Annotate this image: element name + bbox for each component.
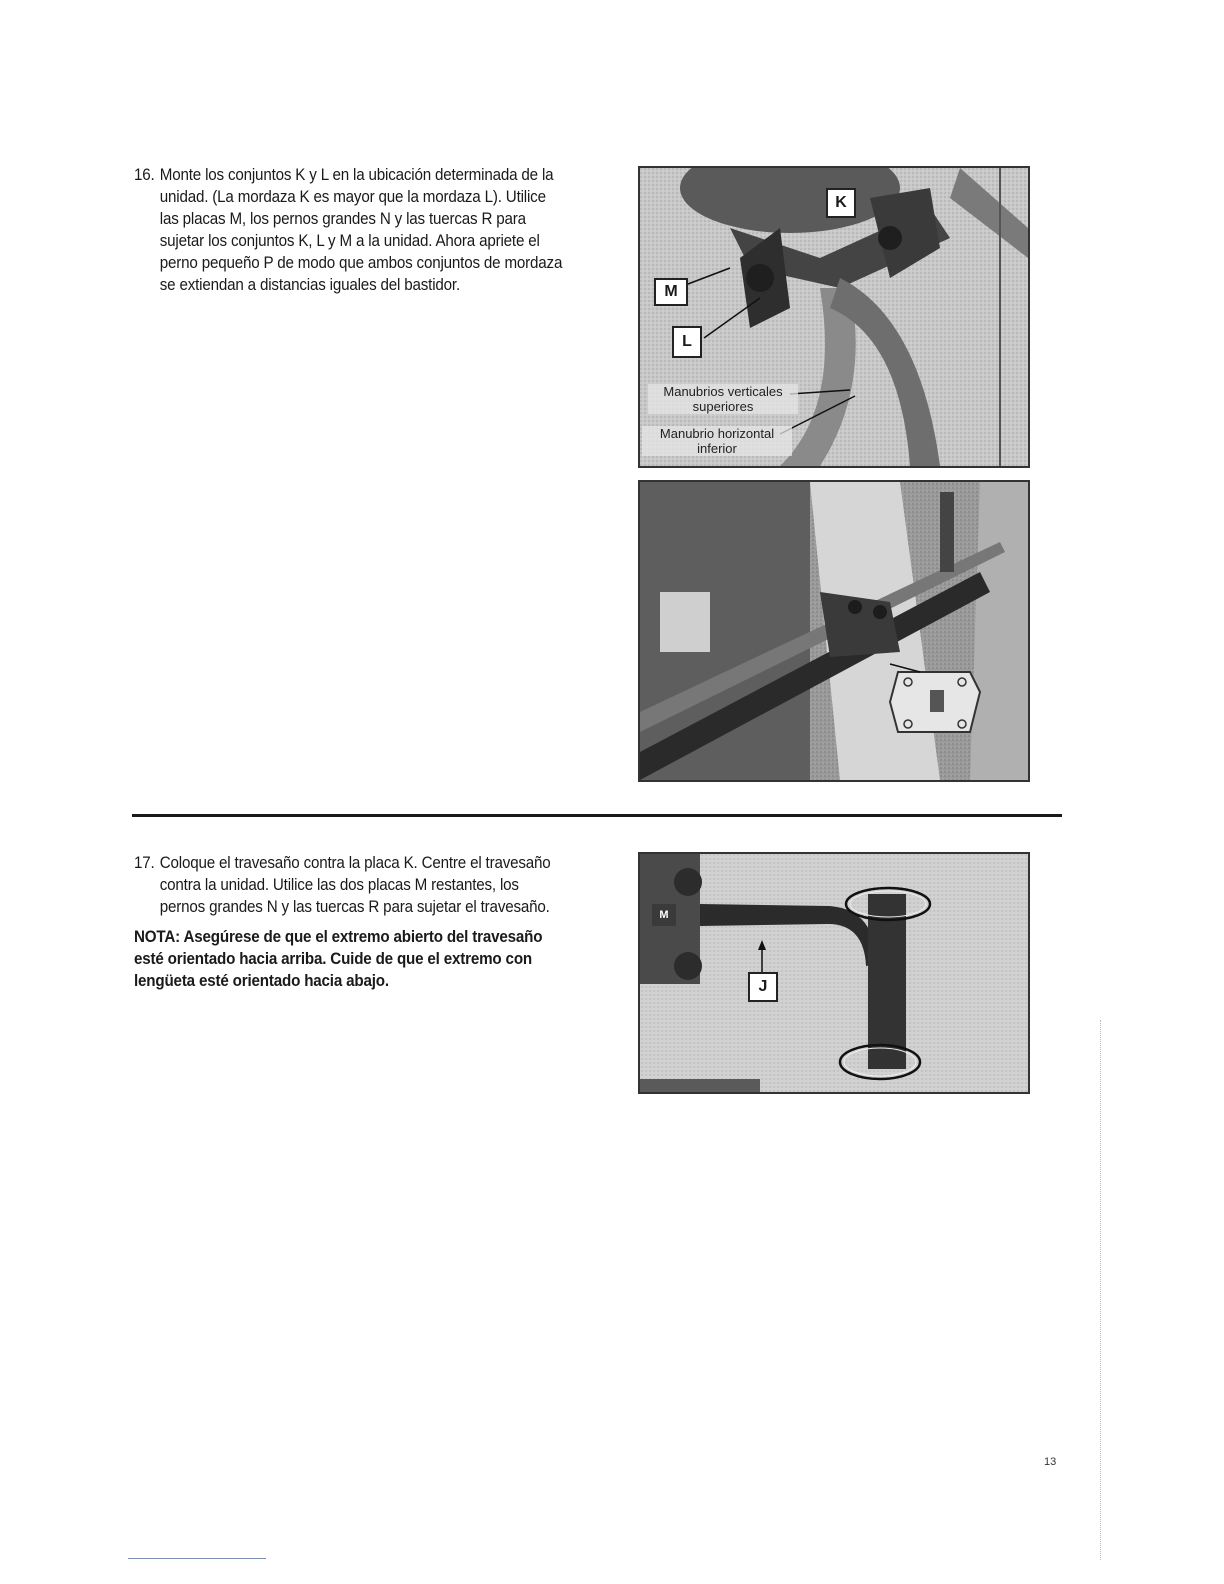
step-16-text: Monte los conjuntos K y L en la ubicación determinada de la unidad. (La mordaza K es mayor que la mordaza L). Utilice las placas M, los pernos grandes N y las tuercas R para sujetar los conjuntos K, L y M a la unidad. Ahora apriete el perno pequeño P de modo que ambos conjuntos de mordaza se extiendan a distancias iguales del bastidor. [159, 166, 563, 294]
label-l: L [672, 326, 702, 358]
caption-upper-handles: Manubrios verticales superiores [648, 384, 798, 414]
label-j: J [748, 972, 778, 1002]
photo-crossbar-illustration [640, 854, 1028, 1092]
photo-plates-illustration [640, 482, 1028, 780]
section-divider [132, 814, 1062, 817]
page-number: 13 [1044, 1456, 1057, 1468]
step-17-number: 17. [134, 854, 155, 872]
step-17-note: NOTA: Asegúrese de que el extremo abierto del travesaño esté orientado hacia arriba. Cuide de que el extremo con lengüeta esté orientado hacia abajo. [134, 928, 543, 990]
step-17-text: Coloque el travesaño contra la placa K. Centre el travesaño contra la unidad. Utilice las dos placas M restantes, los pernos grandes N y las tuercas R para sujetar el travesaño. [159, 854, 551, 916]
photo-clamp-assemblies [638, 166, 1030, 468]
footer-line [128, 1558, 266, 1559]
caption-lower-handle: Manubrio horizontal inferior [642, 426, 792, 456]
step-16 [134, 164, 566, 296]
step-16-number: 16. [134, 166, 155, 184]
scan-edge-line [1100, 1020, 1102, 1560]
label-m-small: M [652, 904, 676, 926]
label-m: M [654, 278, 688, 306]
photo-plates-detail [638, 480, 1030, 782]
photo-crossbar [638, 852, 1030, 1094]
label-k: K [826, 188, 856, 218]
step-17 [134, 852, 566, 992]
